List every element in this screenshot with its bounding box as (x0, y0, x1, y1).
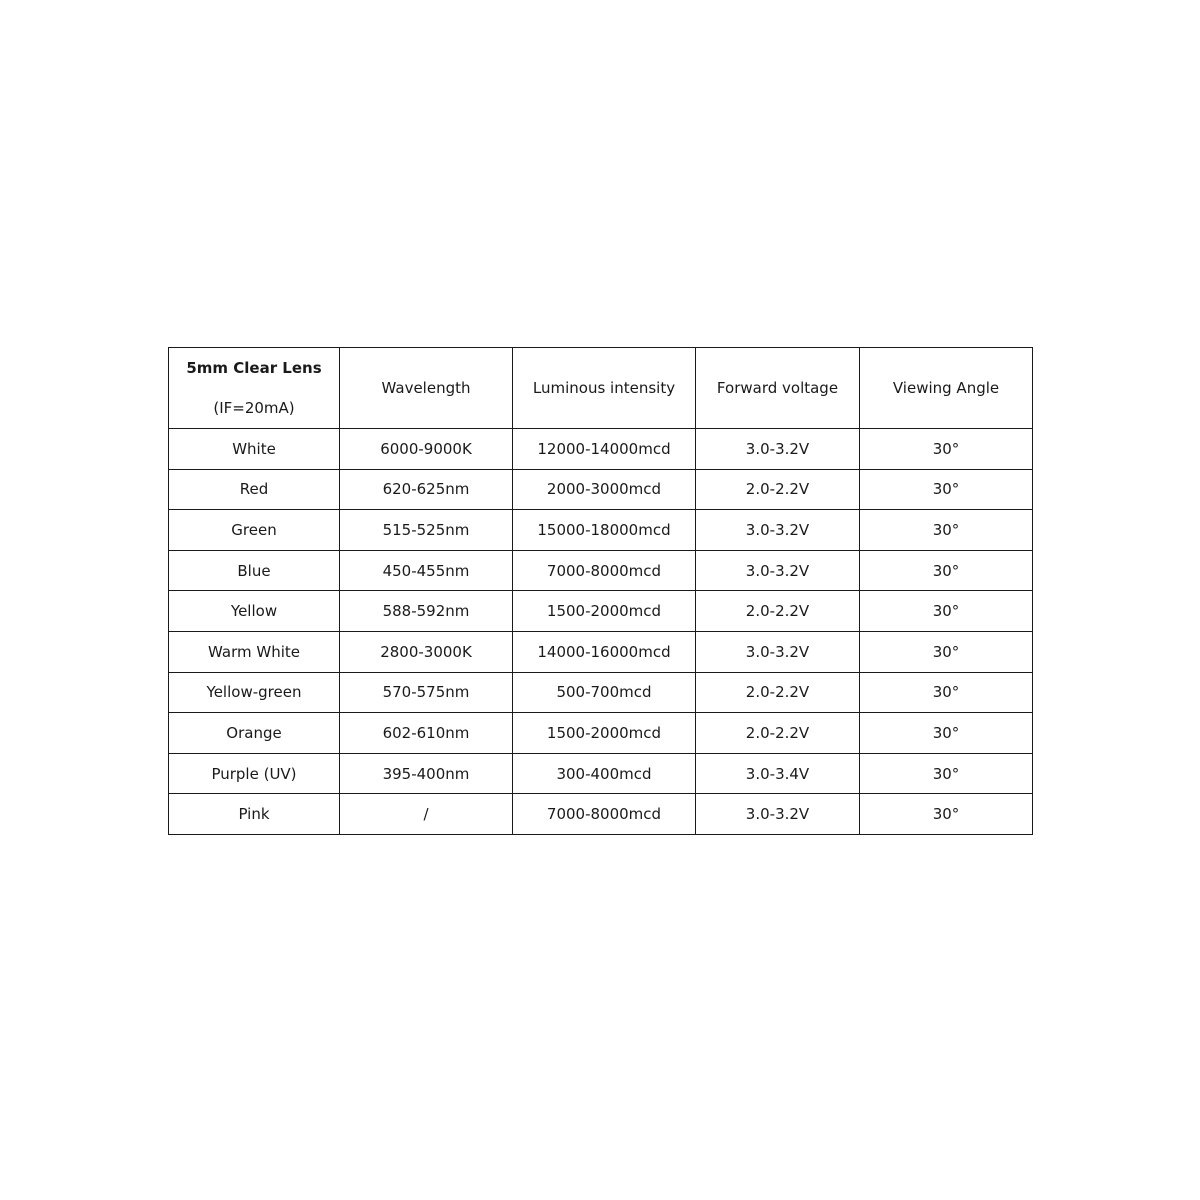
cell-wavelength: 450-455nm (340, 550, 513, 591)
cell-luminous-intensity: 1500-2000mcd (513, 713, 696, 754)
cell-forward-voltage: 3.0-3.4V (696, 753, 860, 794)
table-row (169, 429, 1033, 470)
cell-forward-voltage: 3.0-3.2V (696, 510, 860, 551)
cell-color: Blue (169, 550, 340, 591)
cell-viewing-angle: 30° (860, 510, 1033, 551)
table-row (169, 672, 1033, 713)
cell-wavelength: 515-525nm (340, 510, 513, 551)
cell-forward-voltage: 2.0-2.2V (696, 672, 860, 713)
table-row (169, 631, 1033, 672)
cell-wavelength: 570-575nm (340, 672, 513, 713)
cell-color: Orange (169, 713, 340, 754)
cell-luminous-intensity: 15000-18000mcd (513, 510, 696, 551)
cell-color: Red (169, 469, 340, 510)
cell-luminous-intensity: 1500-2000mcd (513, 591, 696, 632)
cell-luminous-intensity: 2000-3000mcd (513, 469, 696, 510)
header-subtitle: (IF=20mA) (213, 399, 295, 417)
cell-luminous-intensity: 14000-16000mcd (513, 631, 696, 672)
cell-viewing-angle: 30° (860, 713, 1033, 754)
cell-wavelength: 602-610nm (340, 713, 513, 754)
table-row (169, 713, 1033, 754)
cell-color: Purple (UV) (169, 753, 340, 794)
cell-viewing-angle: 30° (860, 672, 1033, 713)
cell-viewing-angle: 30° (860, 753, 1033, 794)
header-luminous-intensity: Luminous intensity (513, 348, 696, 429)
table-row (169, 550, 1033, 591)
cell-wavelength: 2800-3000K (340, 631, 513, 672)
cell-forward-voltage: 2.0-2.2V (696, 469, 860, 510)
header-row (169, 348, 1033, 429)
cell-wavelength: / (340, 794, 513, 835)
cell-viewing-angle: 30° (860, 429, 1033, 470)
cell-viewing-angle: 30° (860, 631, 1033, 672)
table-row (169, 794, 1033, 835)
header-title: 5mm Clear Lens (186, 359, 322, 377)
table-row (169, 469, 1033, 510)
cell-viewing-angle: 30° (860, 591, 1033, 632)
cell-viewing-angle: 30° (860, 550, 1033, 591)
cell-color: Green (169, 510, 340, 551)
cell-luminous-intensity: 7000-8000mcd (513, 794, 696, 835)
table-row (169, 591, 1033, 632)
header-viewing-angle: Viewing Angle (860, 348, 1033, 429)
cell-luminous-intensity: 500-700mcd (513, 672, 696, 713)
cell-forward-voltage: 2.0-2.2V (696, 591, 860, 632)
header-wavelength: Wavelength (340, 348, 513, 429)
cell-luminous-intensity: 12000-14000mcd (513, 429, 696, 470)
cell-wavelength: 620-625nm (340, 469, 513, 510)
cell-color: White (169, 429, 340, 470)
cell-wavelength: 395-400nm (340, 753, 513, 794)
cell-forward-voltage: 3.0-3.2V (696, 429, 860, 470)
cell-color: Yellow (169, 591, 340, 632)
cell-forward-voltage: 3.0-3.2V (696, 794, 860, 835)
header-led-type (169, 348, 340, 429)
led-spec-table (168, 347, 1033, 835)
header-forward-voltage: Forward voltage (696, 348, 860, 429)
cell-forward-voltage: 3.0-3.2V (696, 550, 860, 591)
cell-viewing-angle: 30° (860, 469, 1033, 510)
cell-forward-voltage: 3.0-3.2V (696, 631, 860, 672)
table-row (169, 510, 1033, 551)
cell-luminous-intensity: 7000-8000mcd (513, 550, 696, 591)
cell-color: Yellow-green (169, 672, 340, 713)
cell-color: Warm White (169, 631, 340, 672)
cell-wavelength: 6000-9000K (340, 429, 513, 470)
table-row (169, 753, 1033, 794)
cell-color: Pink (169, 794, 340, 835)
cell-viewing-angle: 30° (860, 794, 1033, 835)
cell-forward-voltage: 2.0-2.2V (696, 713, 860, 754)
cell-luminous-intensity: 300-400mcd (513, 753, 696, 794)
cell-wavelength: 588-592nm (340, 591, 513, 632)
